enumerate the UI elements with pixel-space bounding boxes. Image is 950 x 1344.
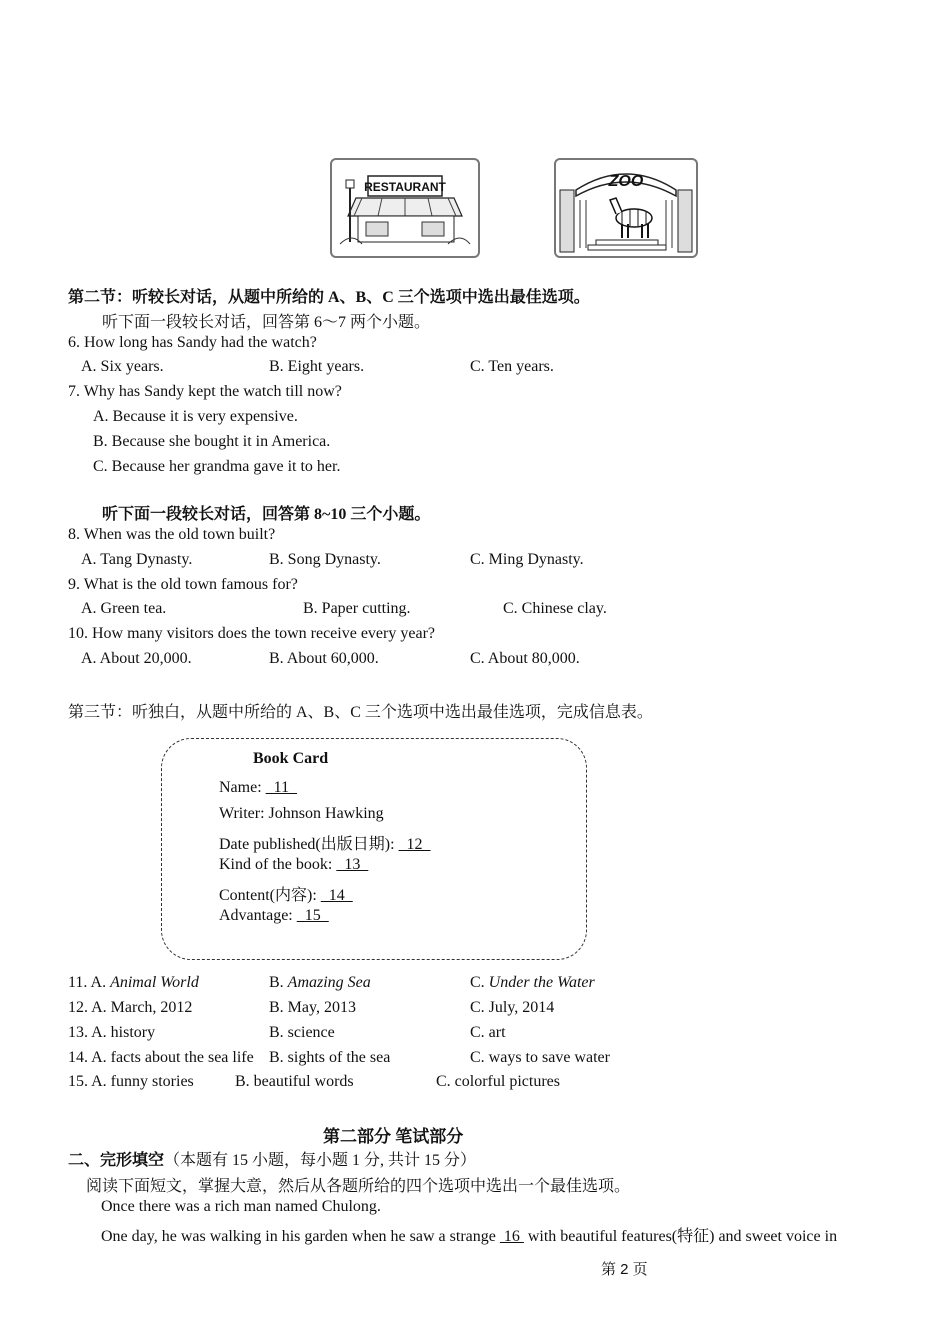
q11-b-text: Amazing Sea [287, 974, 371, 991]
q8-option-a: A. Tang Dynasty. [81, 551, 193, 568]
q10-stem: 10. How many visitors does the town receive every year? [68, 625, 435, 642]
q10-option-c: C. About 80,000. [470, 650, 580, 667]
q8-stem: 8. When was the old town built? [68, 526, 276, 543]
q11-b-prefix: B. [269, 974, 288, 991]
q13-option-a: 13. A. history [68, 1024, 156, 1041]
q14-option-b: B. sights of the sea [269, 1049, 391, 1066]
zoo-sign-text: ZOO [608, 173, 644, 190]
q11-option-b [269, 974, 371, 992]
section2-intro-2: 听下面一段较长对话，回答第 8~10 三个小题。 [102, 506, 431, 523]
q11-c-text: Under the Water [488, 974, 595, 991]
part2-title: 第二部分 笔试部分 [323, 1127, 464, 1146]
q6-option-c: C. Ten years. [470, 358, 554, 375]
q9-option-b: B. Paper cutting. [303, 600, 411, 617]
card-date-row [219, 831, 431, 854]
paragraph-2-start: One day, he was walking in his garden when he saw a strange [101, 1228, 500, 1245]
q6-option-a: A. Six years. [81, 358, 164, 375]
q11-option-a [68, 974, 199, 992]
blank-13: 13 [336, 856, 369, 873]
q9-stem: 9. What is the old town famous for? [68, 576, 298, 593]
q15-option-a: 15. A. funny stories [68, 1073, 194, 1090]
q12-option-b: B. May, 2013 [269, 999, 356, 1016]
q10-option-b: B. About 60,000. [269, 650, 379, 667]
q12-option-a: 12. A. March, 2012 [68, 999, 193, 1016]
q11-option-c [470, 974, 595, 992]
q12-option-c: C. July, 2014 [470, 999, 555, 1016]
card-advantage-label: Advantage: [219, 907, 297, 924]
card-kind-row [219, 856, 368, 874]
q6-stem: 6. How long has Sandy had the watch? [68, 334, 317, 351]
q7-stem: 7. Why has Sandy kept the watch till now? [68, 383, 342, 400]
q10-option-a: A. About 20,000. [81, 650, 192, 667]
q8-option-c: C. Ming Dynasty. [470, 551, 584, 568]
book-card-title: Book Card [253, 750, 329, 767]
zoo-drawing [556, 160, 696, 256]
q6-option-b: B. Eight years. [269, 358, 365, 375]
q9-option-c: C. Chinese clay. [503, 600, 607, 617]
card-date-label: Date published(出版日期): [219, 836, 399, 853]
q7-option-c: C. Because her grandma gave it to her. [93, 458, 341, 475]
passage-paragraph-2 [101, 1223, 837, 1246]
blank-14: 14 [320, 887, 353, 904]
q14-option-a: 14. A. facts about the sea life [68, 1049, 254, 1066]
q13-option-c: C. art [470, 1024, 506, 1041]
blank-11: 11 [265, 779, 298, 796]
cloze-note: （本题有 15 小题，每小题 1 分, 共计 15 分） [164, 1152, 477, 1169]
cloze-heading: 二、完形填空 [68, 1152, 165, 1169]
restaurant-picture [330, 158, 480, 258]
section3-heading: 第三节：听独白，从题中所给的 A、B、C 三个选项中选出最佳选项，完成信息表。 [68, 704, 653, 721]
card-advantage-row [219, 907, 329, 925]
q14-option-c: C. ways to save water [470, 1049, 610, 1066]
q11-c-prefix: C. [470, 974, 489, 991]
paragraph-2-end: with beautiful features(特征) and sweet voice in [523, 1228, 838, 1245]
card-content-label: Content(内容): [219, 887, 321, 904]
q8-option-b: B. Song Dynasty. [269, 551, 381, 568]
section2-intro-1: 听下面一段较长对话，回答第 6～7 两个小题。 [102, 314, 431, 331]
restaurant-sign-text: RESTAURANT [364, 180, 446, 194]
cloze-instruction: 阅读下面短文，掌握大意，然后从各题所给的四个选项中选出一个最佳选项。 [86, 1178, 631, 1195]
page-number: 第 2 页 [601, 1261, 648, 1278]
card-name-row [219, 779, 297, 797]
q15-option-c: C. colorful pictures [436, 1073, 560, 1090]
q11-a-text: Animal World [110, 974, 199, 991]
card-writer: Writer: Johnson Hawking [219, 805, 384, 822]
q11-number: 11. A. [68, 974, 111, 991]
passage-paragraph-1: Once there was a rich man named Chulong. [101, 1198, 381, 1215]
section2-heading: 第二节：听较长对话，从题中所给的 A、B、C 三个选项中选出最佳选项。 [68, 289, 590, 306]
zoo-picture [554, 158, 698, 258]
q7-option-b: B. Because she bought it in America. [93, 433, 331, 450]
blank-12: 12 [398, 836, 431, 853]
restaurant-drawing [332, 160, 478, 256]
cloze-heading-row [68, 1147, 476, 1170]
q13-option-b: B. science [269, 1024, 335, 1041]
q9-option-a: A. Green tea. [81, 600, 167, 617]
card-name-label: Name: [219, 779, 266, 796]
blank-16: 16 [499, 1228, 524, 1245]
card-kind-label: Kind of the book: [219, 856, 337, 873]
q15-option-b: B. beautiful words [235, 1073, 354, 1090]
q7-option-a: A. Because it is very expensive. [93, 408, 298, 425]
blank-15: 15 [296, 907, 329, 924]
card-content-row [219, 882, 353, 905]
